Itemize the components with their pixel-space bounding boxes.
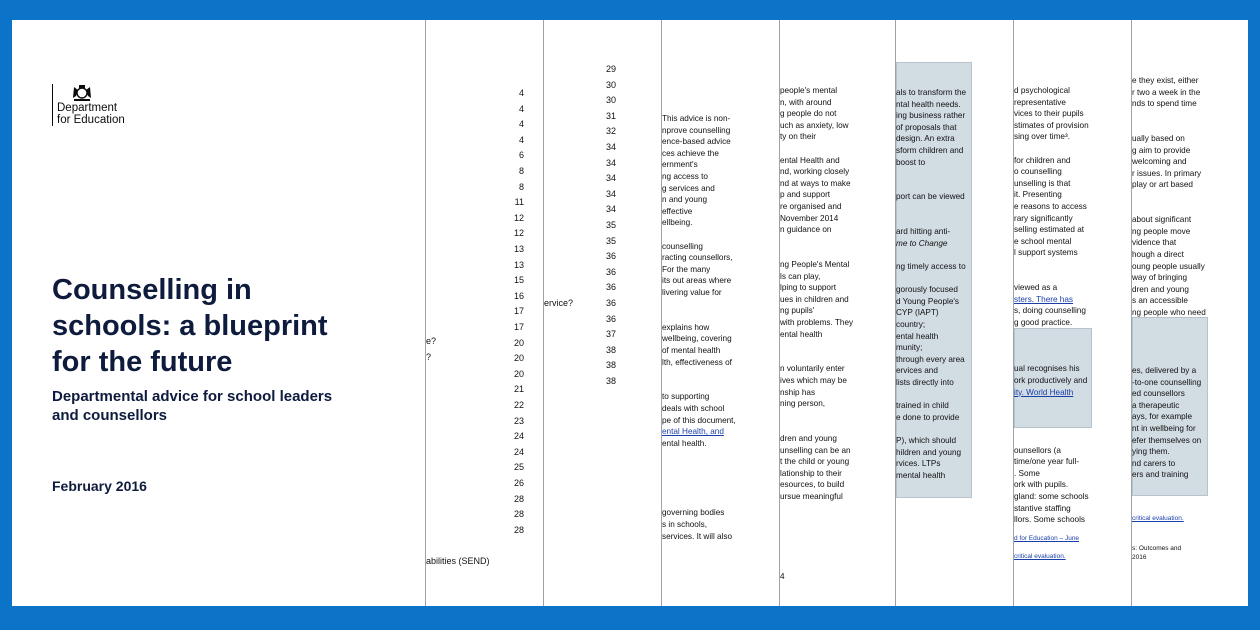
document-page-5	[895, 20, 1014, 606]
text-line: ork productively and	[1014, 376, 1088, 385]
text-line: n and young	[662, 195, 708, 205]
contents-page-number[interactable]: 11	[514, 197, 524, 208]
text-line: lationship to their	[780, 468, 842, 478]
document-page-7	[1131, 20, 1248, 606]
text-line: port can be viewed	[896, 192, 965, 202]
contents-page-number[interactable]: 26	[513, 478, 524, 488]
contents-page-number[interactable]: 8	[518, 181, 524, 192]
text-line: t the child or young	[780, 457, 850, 467]
text-line: munity;	[896, 343, 923, 353]
text-line: hildren and young	[896, 447, 962, 457]
text-line: stimates of provision	[1014, 120, 1089, 130]
contents-page-number[interactable]: 34	[606, 142, 617, 152]
text-line: n guidance on	[780, 225, 832, 235]
contents-page-number[interactable]: 4	[518, 134, 524, 145]
text-line: stantive staffing	[1014, 503, 1071, 513]
footnote-link[interactable]: critical evaluation.	[1014, 553, 1066, 560]
text-line: representative	[1014, 97, 1066, 107]
text-line: P), which should	[896, 436, 957, 445]
contents-page-number[interactable]: 34	[606, 173, 617, 184]
text-line: selling estimated at	[1014, 225, 1085, 235]
text-line: time/one year full-	[1014, 457, 1080, 467]
text-line: g people do not	[780, 109, 837, 119]
subtitle-line-2: and counsellors	[52, 407, 168, 424]
text-line: g services and	[662, 183, 715, 193]
contents-page-number[interactable]: 36	[606, 282, 617, 293]
text-line: ental health	[780, 329, 823, 339]
text-line: r issues. In primary	[1132, 168, 1202, 178]
text-line: llors. Some schools	[1014, 515, 1085, 525]
text-line: ual recognises his	[1014, 364, 1080, 374]
contents-page-2	[543, 20, 662, 606]
text-line: ental Health, and	[662, 427, 724, 437]
text-line: p and support	[780, 190, 831, 200]
text-line: for children and	[1014, 155, 1071, 165]
contents-page-number[interactable]: 24	[513, 446, 524, 457]
text-line: esources, to build	[780, 480, 845, 490]
text-line: ers and training	[1132, 470, 1189, 480]
text-line: a therapeutic	[1132, 400, 1180, 410]
text-line: ning person,	[780, 399, 826, 409]
text-line: sters. There has	[1014, 294, 1074, 304]
document-page-3	[661, 20, 780, 606]
text-line: ng access to	[662, 172, 708, 181]
contents-page-number[interactable]: 38	[606, 344, 617, 355]
text-line: sform children and	[896, 146, 964, 155]
contents-page-number[interactable]: 30	[606, 95, 617, 106]
text-line: mental health	[896, 470, 946, 480]
text-line: nprove counselling	[662, 125, 731, 135]
contents-page-number[interactable]: 4	[518, 103, 524, 114]
contents-page-number[interactable]: 28	[513, 493, 524, 504]
text-line: d Young People's	[896, 296, 960, 306]
contents-page-number[interactable]: 34	[606, 157, 617, 168]
text-line: s an accessible	[1132, 296, 1188, 306]
org-line-1: Department	[57, 102, 118, 114]
text-line: dren and young	[780, 434, 837, 443]
text-line: deals with school	[662, 404, 725, 413]
contents-page-number[interactable]: 32	[606, 126, 617, 137]
text-line: es, delivered by a	[1132, 366, 1197, 375]
contents-page-number[interactable]: 36	[606, 298, 617, 308]
text-line: uch as anxiety, low	[780, 120, 849, 130]
text-line: re organised and	[780, 202, 842, 211]
text-line: ty on their	[780, 132, 816, 142]
text-line: ntal health needs.	[896, 99, 961, 109]
contents-page-number[interactable]: 22	[513, 400, 524, 410]
text-line: explains how	[662, 322, 710, 332]
text-line: ls can play,	[780, 271, 821, 281]
text-line: s, doing counselling	[1014, 306, 1086, 316]
text-line: to supporting	[662, 392, 710, 402]
text-line: unselling is that	[1014, 178, 1071, 188]
text-line: through every area	[896, 354, 965, 364]
text-line: l support systems	[1014, 248, 1078, 258]
contents-page-1	[425, 20, 544, 606]
contents-fragment: ervice?	[544, 298, 574, 308]
text-line: of proposals that	[896, 122, 957, 132]
document-subtitle	[52, 387, 392, 425]
text-line: ental health	[896, 331, 939, 341]
contents-page-number[interactable]: 34	[606, 204, 617, 215]
text-line: ces achieve the	[662, 148, 719, 158]
contents-page-number[interactable]: 24	[513, 431, 524, 442]
text-line: vices to their pupils	[1014, 109, 1084, 119]
text-line: ence-based advice	[662, 137, 731, 147]
text-line: services. It will also	[662, 531, 733, 541]
text-line: nt in wellbeing for	[1132, 424, 1196, 433]
contents-page-number[interactable]: 6	[518, 150, 524, 161]
document-page-6	[1013, 20, 1132, 606]
text-line: ursue meaningful	[780, 492, 843, 501]
text-line: oung people usually	[1132, 261, 1205, 271]
text-line: n voluntarily enter	[780, 364, 845, 374]
text-line: nds to spend time	[1132, 99, 1197, 109]
contents-page-number[interactable]: 8	[518, 166, 524, 176]
text-line: als to transform the	[896, 88, 967, 97]
text-line: November 2014	[780, 213, 839, 223]
text-line: sing over time³.	[1014, 132, 1070, 142]
contents-page-number[interactable]: 17	[513, 306, 524, 317]
text-line: ing business rather	[896, 111, 966, 121]
text-line: ng People's Mental	[780, 260, 850, 269]
title-line-2: schools: a blueprint	[52, 310, 328, 342]
contents-page-number[interactable]: 30	[606, 79, 617, 90]
contents-page-number[interactable]: 36	[606, 266, 617, 277]
text-line: ying them.	[1132, 447, 1170, 457]
text-line: hough a direct	[1132, 250, 1184, 259]
contents-page-number[interactable]: 35	[606, 220, 617, 230]
text-line: counselling	[662, 241, 703, 251]
contents-page-number[interactable]: 36	[606, 251, 617, 262]
text-line: about significant	[1132, 215, 1192, 225]
contents-page-number[interactable]: 12	[513, 228, 524, 239]
text-line: ity. World Health	[1014, 387, 1074, 397]
logo-rule	[52, 84, 53, 126]
contents-page-number[interactable]: 20	[513, 337, 524, 348]
page-number: 4	[780, 572, 785, 581]
contents-fragment: abilities (SEND)	[426, 556, 490, 566]
contents-page-number[interactable]: 37	[606, 329, 617, 340]
footnote-text: s: Outcomes and	[1132, 545, 1182, 552]
text-line: viewed as a	[1014, 283, 1058, 293]
text-line: ernment's	[662, 160, 698, 170]
text-line: g good practice.	[1014, 318, 1073, 327]
text-line: ng people who need	[1132, 308, 1206, 317]
text-line: r two a week in the	[1132, 87, 1201, 97]
text-line: CYP (IAPT)	[896, 308, 939, 318]
contents-page-number[interactable]: 13	[513, 259, 524, 270]
text-line: rvices. LTPs	[896, 459, 941, 469]
footnote-link[interactable]: critical evaluation.	[1132, 515, 1184, 522]
royal-crest-icon	[70, 84, 94, 102]
contents-page-number[interactable]: 4	[518, 88, 524, 98]
contents-fragment: e?	[426, 336, 437, 346]
contents-page-number[interactable]: 28	[513, 524, 524, 535]
contents-page-number[interactable]: 31	[606, 110, 617, 121]
text-line: nship has	[780, 387, 816, 397]
text-line: country;	[896, 320, 926, 329]
text-line: ounsellors (a	[1014, 445, 1061, 455]
text-line: e they exist, either	[1132, 76, 1199, 85]
cover-page	[12, 20, 425, 606]
text-line: efer themselves on	[1132, 435, 1202, 445]
contents-page-number[interactable]: 20	[513, 353, 524, 364]
text-line: rary significantly	[1014, 213, 1073, 223]
document-title	[52, 272, 392, 380]
text-line: ives which may be	[780, 376, 847, 385]
text-line: ng people move	[1132, 226, 1191, 236]
text-line: o counselling	[1014, 167, 1062, 177]
contents-page-number[interactable]: 34	[606, 188, 617, 199]
footnote-link[interactable]: d for Education – June	[1014, 535, 1080, 542]
text-line: ental health.	[662, 438, 707, 448]
text-line: gorously focused	[896, 285, 958, 295]
text-line: gland: some schools	[1014, 492, 1089, 501]
org-line-2: for Education	[57, 114, 125, 126]
text-line: ellbeing.	[662, 218, 693, 228]
text-line: This advice is non-	[662, 114, 731, 123]
publication-date: February 2016	[52, 478, 147, 494]
text-line: lping to support	[780, 283, 836, 293]
text-line: racting counsellors,	[662, 253, 733, 263]
text-line: nd carers to	[1132, 458, 1176, 468]
contents-page-number[interactable]: 38	[606, 376, 617, 386]
text-line: ues in children and	[780, 294, 849, 304]
text-line: boost to	[896, 157, 926, 167]
text-line: ental Health and	[780, 155, 840, 165]
text-line: s in schools,	[662, 520, 708, 529]
contents-page-number[interactable]: 36	[606, 313, 617, 324]
footnote-text: 2016	[1132, 554, 1147, 561]
text-line: pe of this document,	[662, 415, 736, 425]
text-line: ard hitting anti-	[896, 227, 951, 237]
contents-page-number[interactable]: 12	[513, 212, 524, 223]
text-line: e reasons to access	[1014, 202, 1087, 211]
text-line: its out areas where	[662, 276, 732, 286]
text-line: g aim to provide	[1132, 145, 1191, 155]
text-line: effective	[662, 206, 693, 216]
text-line: unselling can be an	[780, 445, 851, 455]
text-line: For the many	[662, 264, 711, 274]
contents-page-number[interactable]: 13	[513, 244, 524, 254]
text-line: welcoming and	[1132, 157, 1187, 167]
text-line: me to Change	[896, 238, 948, 248]
text-line: ually based on	[1132, 134, 1185, 143]
text-line: e school mental	[1014, 236, 1072, 246]
contents-page-number[interactable]: 28	[513, 509, 524, 520]
contents-page-number[interactable]: 15	[513, 275, 524, 286]
contents-page-number[interactable]: 29	[606, 64, 617, 74]
contents-page-number[interactable]: 25	[513, 462, 524, 473]
text-line: lth, effectiveness of	[662, 357, 732, 367]
title-line-1: Counselling in	[52, 274, 252, 306]
text-line: ays, for example	[1132, 412, 1193, 422]
text-line: . Some	[1014, 468, 1040, 478]
contents-page-number[interactable]: 17	[513, 322, 524, 332]
text-line: with problems. They	[780, 318, 854, 327]
contents-page-number[interactable]: 21	[513, 384, 524, 395]
text-line: nd at ways to make	[780, 178, 851, 188]
text-line: of mental health	[662, 346, 721, 355]
text-line: n, with around	[780, 97, 832, 107]
department-logo-text	[57, 102, 125, 126]
text-line: livering value for	[662, 288, 722, 297]
text-line: governing bodies	[662, 508, 725, 518]
text-line: ed counsellors	[1132, 389, 1185, 399]
text-line: play or art based	[1132, 180, 1193, 190]
document-page-4	[779, 20, 896, 606]
text-line: way of bringing	[1132, 273, 1188, 283]
contents-page-number[interactable]: 20	[513, 368, 524, 379]
text-line: wellbeing, covering	[662, 334, 732, 344]
text-line: ork with pupils.	[1014, 480, 1069, 490]
text-line: ng timely access to	[896, 262, 966, 271]
contents-page-number[interactable]: 16	[513, 290, 524, 301]
text-line: trained in child	[896, 401, 949, 411]
title-line-3: for the future	[52, 346, 233, 378]
text-line: -to-one counselling	[1132, 377, 1202, 387]
contents-page-number[interactable]: 4	[518, 119, 524, 130]
text-line: design. An extra	[896, 134, 955, 144]
text-line: vidence that	[1132, 238, 1177, 248]
contents-page-number[interactable]: 38	[606, 360, 617, 371]
text-line: d psychological	[1014, 86, 1070, 95]
text-line: ervices and	[896, 366, 938, 376]
subtitle-line-1: Departmental advice for school leaders	[52, 388, 333, 405]
text-line: nd, working closely	[780, 167, 850, 177]
text-line: it. Presenting	[1014, 190, 1062, 200]
text-line: dren and young	[1132, 284, 1189, 294]
text-line: ng pupils'	[780, 306, 815, 316]
contents-fragment: ?	[426, 352, 432, 362]
text-line: e done to provide	[896, 412, 960, 422]
contents-page-number[interactable]: 35	[606, 235, 617, 246]
text-line: people's mental	[780, 86, 838, 95]
contents-page-number[interactable]: 23	[513, 415, 524, 426]
text-line: lists directly into	[896, 378, 954, 387]
